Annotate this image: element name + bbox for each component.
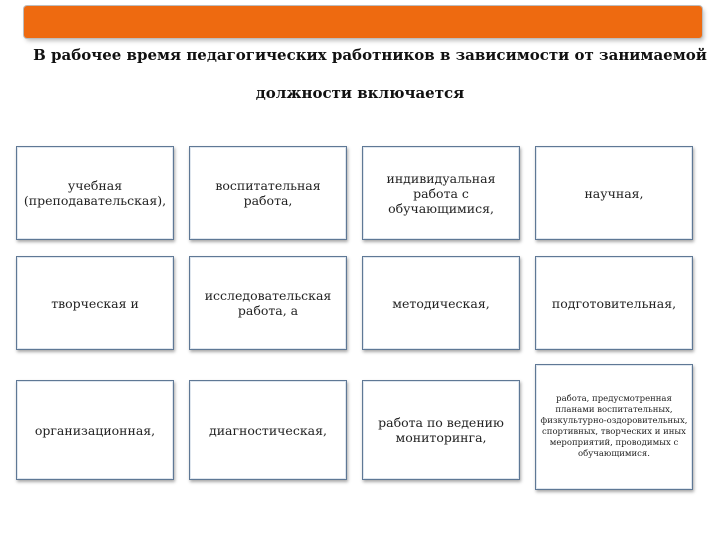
box-label: работа по ведению мониторинга,: [378, 415, 504, 445]
box-label: организационная,: [34, 422, 156, 438]
box-individualnaya: [362, 146, 520, 240]
box-issledovatelskaya: [189, 256, 347, 350]
box-uchebnaya: [16, 146, 174, 240]
box-label: научная,: [584, 185, 644, 201]
box-label: диагностическая,: [209, 422, 327, 438]
box-nauchnaya: [535, 146, 693, 240]
box-tvorcheskaya: [16, 256, 174, 350]
box-label: индивидуальная работа с обучающимися,: [386, 170, 496, 216]
box-label: работа, предусмотренная планами воспитательных, физкультурно-оздоровительных, спортивных, творческих и иных мероприятий, проводимых с обучающимися.: [540, 394, 688, 459]
box-diagnosticheskaya: [189, 380, 347, 480]
page-title-line-1: В рабочее время педагогических работников в зависимости от занимаемой: [33, 46, 707, 64]
box-vospitatelnaya: [189, 146, 347, 240]
header-bar: [24, 6, 702, 38]
box-label: подготовительная,: [551, 295, 677, 311]
box-monitoring: [362, 380, 520, 480]
box-label: творческая и: [51, 295, 139, 311]
page-title-line-2: должности включается: [255, 84, 465, 102]
box-organizatsionnaya: [16, 380, 174, 480]
box-label: учебная (преподавательская),: [23, 178, 167, 208]
box-podgotovitelnaya: [535, 256, 693, 350]
box-metodicheskaya: [362, 256, 520, 350]
box-meropriyatiya: [535, 364, 693, 490]
box-label: исследовательская работа, а: [204, 288, 332, 318]
box-label: методическая,: [392, 295, 490, 311]
box-label: воспитательная работа,: [215, 178, 321, 208]
